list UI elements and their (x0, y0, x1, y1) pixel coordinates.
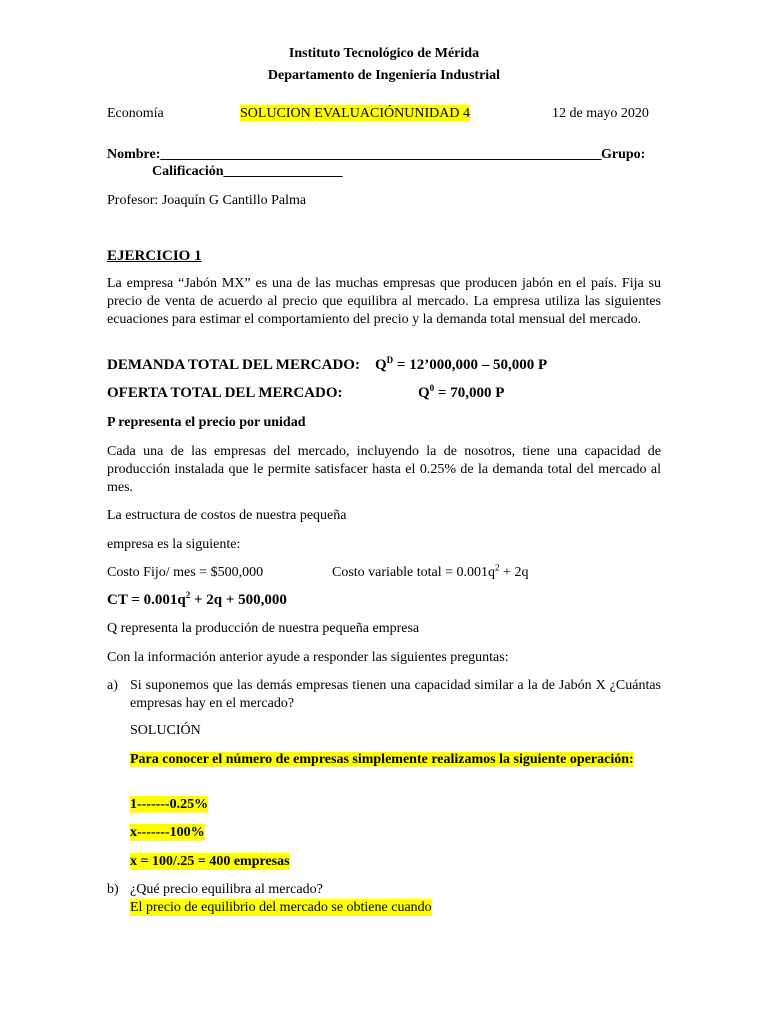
question-b-answer: El precio de equilibrio del mercado se obtiene cuando (130, 900, 432, 915)
name-label: Nombre: (107, 147, 161, 162)
variable-cost (332, 564, 528, 581)
date-label: 12 de mayo 2020 (552, 106, 649, 121)
questions-prompt: Con la información anterior ayude a responder las siguientes preguntas: (107, 650, 509, 665)
ct-main: CT = 0.001q (107, 592, 186, 608)
subject-label: Economía (107, 106, 164, 121)
question-b-marker: b) (107, 882, 119, 897)
ct-tail: + 2q + 500,000 (190, 592, 287, 608)
grade-line: _________________ (223, 164, 343, 179)
supply-label: OFERTA TOTAL DEL MERCADO: (107, 385, 343, 401)
institute-title: Instituto Tecnológico de Mérida (288, 46, 480, 61)
q-definition: Q representa la producción de nuestra pequeña empresa (107, 621, 420, 636)
supply-sup: 0 (429, 383, 435, 393)
supply-q: Q (418, 385, 430, 401)
price-definition: P representa el precio por unidad (107, 415, 306, 430)
capacity-paragraph: Cada una de las empresas del mercado, incluyendo la de nosotros, tiene una capacidad de producción instalada que le permite satisfacer hasta el 0.25% de la demanda total del mercado al mes. (107, 444, 661, 495)
cost-structure-line1: La estructura de costos de nuestra pequeña (107, 508, 347, 523)
solution-step-2: x-------100% (130, 825, 205, 840)
demand-rhs: = 12’000,000 – 50,000 P (393, 357, 548, 373)
demand-q: Q (375, 357, 387, 373)
solution-result: x = 100/.25 = 400 empresas (130, 854, 290, 869)
evaluation-title: SOLUCION EVALUACIÓNUNIDAD 4 (240, 106, 470, 121)
department-title: Departamento de Ingeniería Industrial (267, 68, 501, 83)
name-field (107, 146, 602, 163)
question-a-text: Si suponemos que las demás empresas tienen una capacidad similar a la de Jabón X ¿Cuántas empresas hay en el mercado? (130, 678, 661, 711)
variable-cost-main: Costo variable total = 0.001q (332, 565, 496, 580)
exercise-intro: La empresa “Jabón MX” es una de las muchas empresas que producen jabón en el país. Fija su precio de venta de acuerdo al precio que equilibra al mercado. La empresa utiliza las siguientes ecuaciones para estimar el comportamiento del precio y la demanda total mensual del mercado. (107, 276, 661, 327)
professor-line: Profesor: Joaquín G Cantillo Palma (107, 193, 307, 208)
demand-sup: D (386, 355, 394, 365)
supply-rhs: = 70,000 P (434, 385, 505, 401)
demand-label: DEMANDA TOTAL DEL MERCADO: (107, 357, 360, 373)
total-cost-equation (107, 592, 287, 609)
name-line: _______________________________________________________________ (160, 147, 602, 162)
exercise-heading: EJERCICIO 1 (107, 248, 202, 264)
cost-structure-line2: empresa es la siguiente: (107, 537, 241, 552)
grade-field (152, 163, 348, 180)
ct-sup: 2 (185, 590, 191, 600)
variable-cost-tail: + 2q (499, 565, 529, 580)
solution-text (130, 751, 661, 769)
solution-text-highlight: Para conocer el número de empresas simplemente realizamos la siguiente operación: (130, 752, 634, 767)
supply-equation (418, 385, 504, 402)
group-label: Grupo: (601, 147, 646, 162)
demand-equation (375, 357, 547, 374)
question-b-text: ¿Qué precio equilibra al mercado? (130, 882, 323, 897)
solution-step-1: 1-------0.25% (130, 797, 209, 812)
variable-cost-sup: 2 (495, 562, 500, 573)
fixed-cost: Costo Fijo/ mes = $500,000 (107, 565, 264, 580)
grade-label: Calificación (152, 164, 224, 179)
question-a-marker: a) (107, 678, 118, 693)
solution-label: SOLUCIÓN (130, 723, 201, 738)
